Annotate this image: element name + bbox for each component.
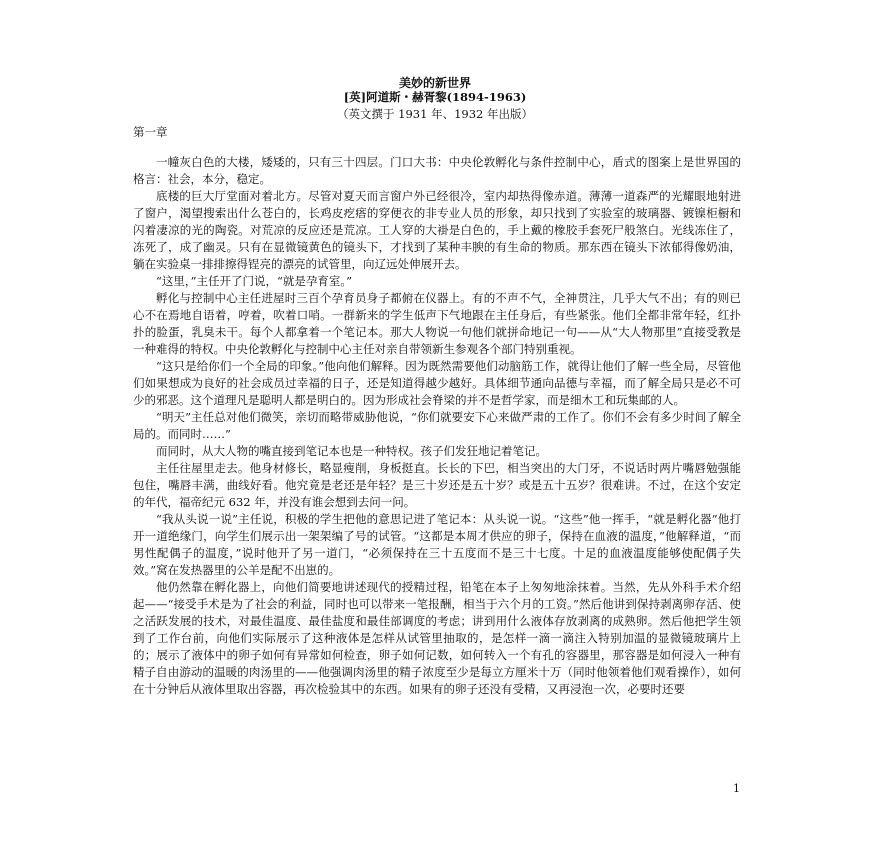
page-title: 美妙的新世界	[398, 76, 471, 90]
chapter-heading: 第一章	[133, 125, 168, 139]
page-number: 1	[733, 782, 740, 795]
paragraph: 孵化与控制中心主任进屋时三百个孕育员身子都俯在仪器上。有的不声不气，全神贯注，几乎大气不出；有的则已心不在焉地自语着，哼着，吹着口哨。一群新来的学生低声下气地跟在主任身后，有些紧张。他们全都非常年轻，红扑扑的脸蛋，乳臭未干。每个人都拿着一个笔记本。那大人物说一句他们就拼命地记一句——从“大人物那里”直接受教是一种难得的特权。中央伦敦孵化与控制中心主任对亲自带领新生参观各个部门特别重视。	[133, 291, 741, 356]
paragraph: 一幢灰白色的大楼，矮矮的，只有三十四层。门口大书：中央伦敦孵化与条件控制中心，盾式的图案上是世界国的格言：社会，本分，稳定。	[133, 155, 741, 186]
author-line: [英]阿道斯・赫胥黎(1894-1963)	[343, 90, 527, 104]
paragraph: 而同时，从大人物的嘴直接到笔记本也是一种特权。孩子们发狂地记着笔记。	[156, 444, 547, 458]
paragraph: 底楼的巨大厅堂面对着北方。尽管对夏天而言窗户外已经很冷，室内却热得像赤道。薄薄一道森严的光耀眼地射进了窗户，渴望搜索出什么苍白的，长鸡皮疙瘩的穿便衣的非专业人员的形象，却只找到了实验室的玻璃器、镀镍柜橱和闪着凄凉的光的陶瓷。对荒凉的反应还是荒凉。工人穿的大褂是白色的，手上戴的橡胶手套死尸般煞白。光线冻住了，冻死了，成了幽灵。只有在显微镜黄色的镜头下，才找到了某种丰腴的有生命的物质。那东西在镜头下浓郁得像奶油，躺在实验桌一排排擦得锃亮的漂亮的试管里，向辽远处伸展开去。	[133, 189, 741, 271]
paragraph: “明天”主任总对他们微笑，亲切而略带威胁他说，“你们就要安下心来做严肃的工作了。你们不会有多少时间了解全局的。而同时……”	[133, 410, 741, 441]
body-text	[133, 154, 741, 698]
publication-note: （英文撰于 1931 年、1932 年出版）	[337, 107, 533, 121]
paragraph: “这里，”主任开了门说，“就是孕育室。”	[156, 274, 353, 288]
paragraph: “这只是给你们一个全局的印象。”他向他们解释。因为既然需要他们动脑筋工作，就得让他们了解一些全局，尽管他们如果想成为良好的社会成员过幸福的日子，还是知道得越少越好。具体细节通向品德与幸福，而了解全局只是必不可少的邪恶。这个道理凡是聪明人都是明白的。因为形成社会脊梁的并不是哲学家，而是细木工和玩集邮的人。	[133, 359, 741, 407]
paragraph: 主任往屋里走去。他身材修长，略显瘦削，身板挺直。长长的下巴，相当突出的大门牙，不说话时两片嘴唇勉强能包住，嘴唇丰满，曲线好看。他究竟是老还是年轻？是三十岁还是五十岁？或是五十五岁？很难讲。不过，在这个安定的年代，福帝纪元 632 年，并没有谁会想到去问一问。	[133, 461, 741, 509]
paragraph: “我从头说一说”主任说，积极的学生把他的意思记进了笔记本：从头说一说。“这些”他一挥手，“就是孵化器”他打开一道绝缘门，向学生们展示出一架架编了号的试管。“这都是本周才供应的卵子，保持在血液的温度，”他解释道，“而男性配偶子的温度，”说时他开了另一道门，“必须保持在三十五度而不是三十七度。十足的血液温度能够使配偶子失效。”窝在发热器里的公羊是配不出崽的。	[133, 512, 741, 577]
paragraph: 他仍然靠在孵化器上，向他们简要地讲述现代的授精过程，铅笔在本子上匆匆地涂抹着。当然，先从外科手术介绍起——“接受手术是为了社会的利益，同时也可以带来一笔报酬，相当于六个月的工资。”然后他讲到保持剥离卵存活、使之活跃发展的技术，对最佳温度、最佳盐度和最佳部调度的考虑；讲到用什么液体存放剥离的成熟卵。然后他把学生领到了工作台前，向他们实际展示了这种液体是怎样从试管里抽取的，是怎样一滴一滴注入特别加温的显微镜玻璃片上的；展示了液体中的卵子如何有异常如何检查，卵子如何记数，如何转入一个有孔的容器里，那容器是如何浸入一种有精子自由游动的温暖的肉汤里的——他强调肉汤里的精子浓度至少是每立方厘米十万（同时他领着他们观看操作），如何在十分钟后从液体里取出容器，再次检验其中的东西。如果有的卵子还没有受精，又再浸泡一次，必要时还要	[133, 580, 741, 696]
